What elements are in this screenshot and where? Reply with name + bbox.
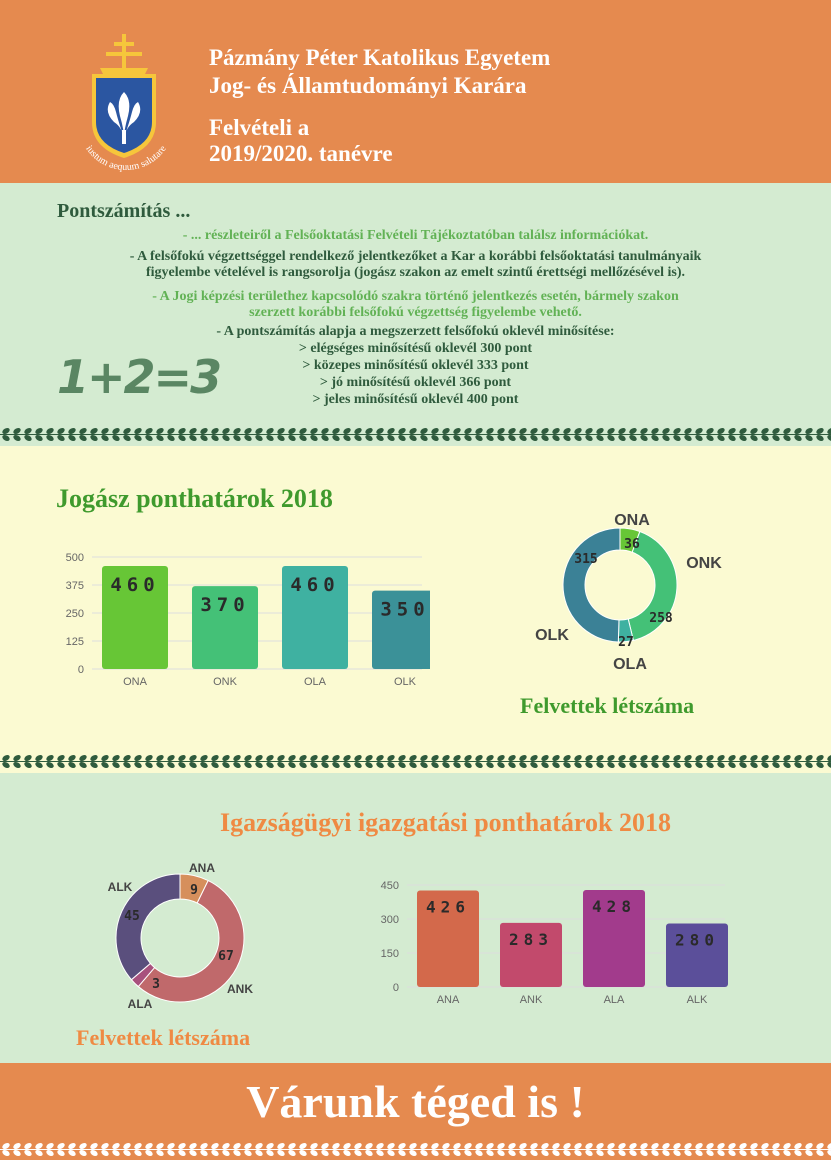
x-tick-label: ONK — [213, 676, 237, 688]
bar-value-label: 370 — [200, 594, 250, 617]
university-name: Pázmány Péter Katolikus Egyetem — [209, 45, 551, 70]
donut-value-label: 67 — [218, 949, 234, 964]
y-tick-label: 150 — [380, 948, 399, 960]
x-tick-label: OLA — [303, 676, 327, 688]
admission-line-1: Felvételi a — [209, 115, 310, 140]
header — [0, 0, 831, 183]
donut-category-label: ANK — [227, 982, 253, 996]
faculty-name: Jog- és Államtudományi Karára — [209, 73, 527, 98]
x-tick-label: OLK — [393, 676, 417, 688]
y-tick-label: 375 — [65, 580, 84, 592]
donut-value-label: 36 — [624, 537, 640, 552]
leaf-divider-1 — [0, 423, 831, 446]
footer-text: Várunk téged is ! — [246, 1076, 585, 1127]
bar-value-label: 460 — [290, 573, 340, 596]
leaf-divider-icon — [0, 1139, 831, 1160]
bar-value-label: 428 — [592, 896, 636, 916]
x-tick-label: ANA — [436, 994, 460, 1005]
jogasz-title: Jogász ponthatárok 2018 — [56, 484, 333, 513]
y-tick-label: 450 — [380, 880, 399, 892]
igazsagugyi-bar-chart — [375, 875, 735, 1005]
y-tick-label: 125 — [65, 636, 84, 648]
footer — [0, 1063, 831, 1160]
grade-line-4: > jeles minősítésű oklevél 400 pont — [312, 392, 519, 407]
donut-category-label: ONA — [614, 512, 650, 529]
info-line-5: szerzett korábbi felsőfokú végzettség figyelembe vehető. — [249, 305, 582, 320]
equation-doodle: 1+2=3 — [57, 350, 221, 404]
info-line-1: - ... részleteiről a Felsőoktatási Felvételi Tájékoztatóban találsz információkat. — [182, 228, 649, 243]
info-line-3: figyelembe vételével is rangsorolja (jogász szakon az emelt szintű érettségi mellőzésével is). — [145, 265, 686, 280]
leaf-divider-icon — [0, 423, 831, 446]
donut-category-label: OLK — [535, 627, 569, 644]
jogasz-donut-caption: Felvettek létszáma — [520, 693, 695, 718]
jogasz-donut-chart — [525, 505, 745, 675]
donut-value-label: 3 — [152, 977, 160, 992]
donut-segment-olk — [563, 528, 620, 642]
igazsagugyi-title: Igazságügyi igazgatási ponthatárok 2018 — [220, 808, 671, 837]
donut-value-label: 9 — [190, 883, 198, 898]
bar-value-label: 460 — [110, 573, 160, 596]
y-tick-label: 300 — [380, 914, 399, 926]
y-tick-label: 0 — [77, 664, 84, 676]
leaf-divider-2 — [0, 750, 831, 773]
leaf-divider-icon — [0, 750, 831, 773]
donut-value-label: 27 — [618, 635, 634, 650]
university-crest-icon — [70, 30, 180, 180]
info-line-2: - A felsőfokú végzettséggel rendelkező jelentkezőket a Kar a korábbi felsőoktatási tanulmányaik — [129, 249, 702, 264]
bar-value-label: 280 — [675, 930, 719, 950]
y-tick-label: 0 — [392, 982, 399, 994]
igazsagugyi-donut-chart — [100, 855, 270, 1015]
donut-value-label: 45 — [124, 909, 140, 924]
bar-value-label: 283 — [509, 929, 553, 949]
donut-category-label: ONK — [686, 555, 722, 572]
grade-line-2: > közepes minősítésű oklevél 333 pont — [302, 358, 529, 373]
donut-value-label: 315 — [574, 552, 598, 567]
donut-category-label: ALK — [107, 880, 133, 894]
x-tick-label: ALK — [686, 994, 708, 1005]
admission-line-2: 2019/2020. tanévre — [209, 141, 393, 166]
bar-value-label: 426 — [426, 897, 470, 917]
donut-category-label: OLA — [613, 656, 647, 673]
x-tick-label: ONA — [123, 676, 147, 688]
y-tick-label: 500 — [65, 552, 84, 564]
igazsagugyi-donut-caption: Felvettek létszáma — [76, 1025, 251, 1050]
svg-text:iustum aequum salutare: iustum aequum salutare — [83, 143, 169, 174]
grade-line-3: > jó minősítésű oklevél 366 pont — [319, 375, 512, 390]
x-tick-label: ALA — [603, 994, 625, 1005]
pontszamitas-title: Pontszámítás ... — [57, 200, 191, 222]
bar-value-label: 350 — [380, 598, 430, 621]
donut-category-label: ANA — [189, 861, 215, 875]
x-tick-label: ANK — [519, 994, 543, 1005]
y-tick-label: 250 — [65, 608, 84, 620]
donut-value-label: 258 — [649, 611, 673, 626]
donut-category-label: ALA — [127, 997, 153, 1011]
grade-line-1: > elégséges minősítésű oklevél 300 pont — [298, 341, 533, 356]
jogasz-bar-chart — [60, 545, 430, 695]
info-line-6: - A pontszámítás alapja a megszerzett felsőfokú oklevél minősítése: — [216, 324, 615, 339]
info-line-4: - A Jogi képzési területhez kapcsolódó szakra történő jelentkezés esetén, bármely szakon — [152, 289, 679, 304]
